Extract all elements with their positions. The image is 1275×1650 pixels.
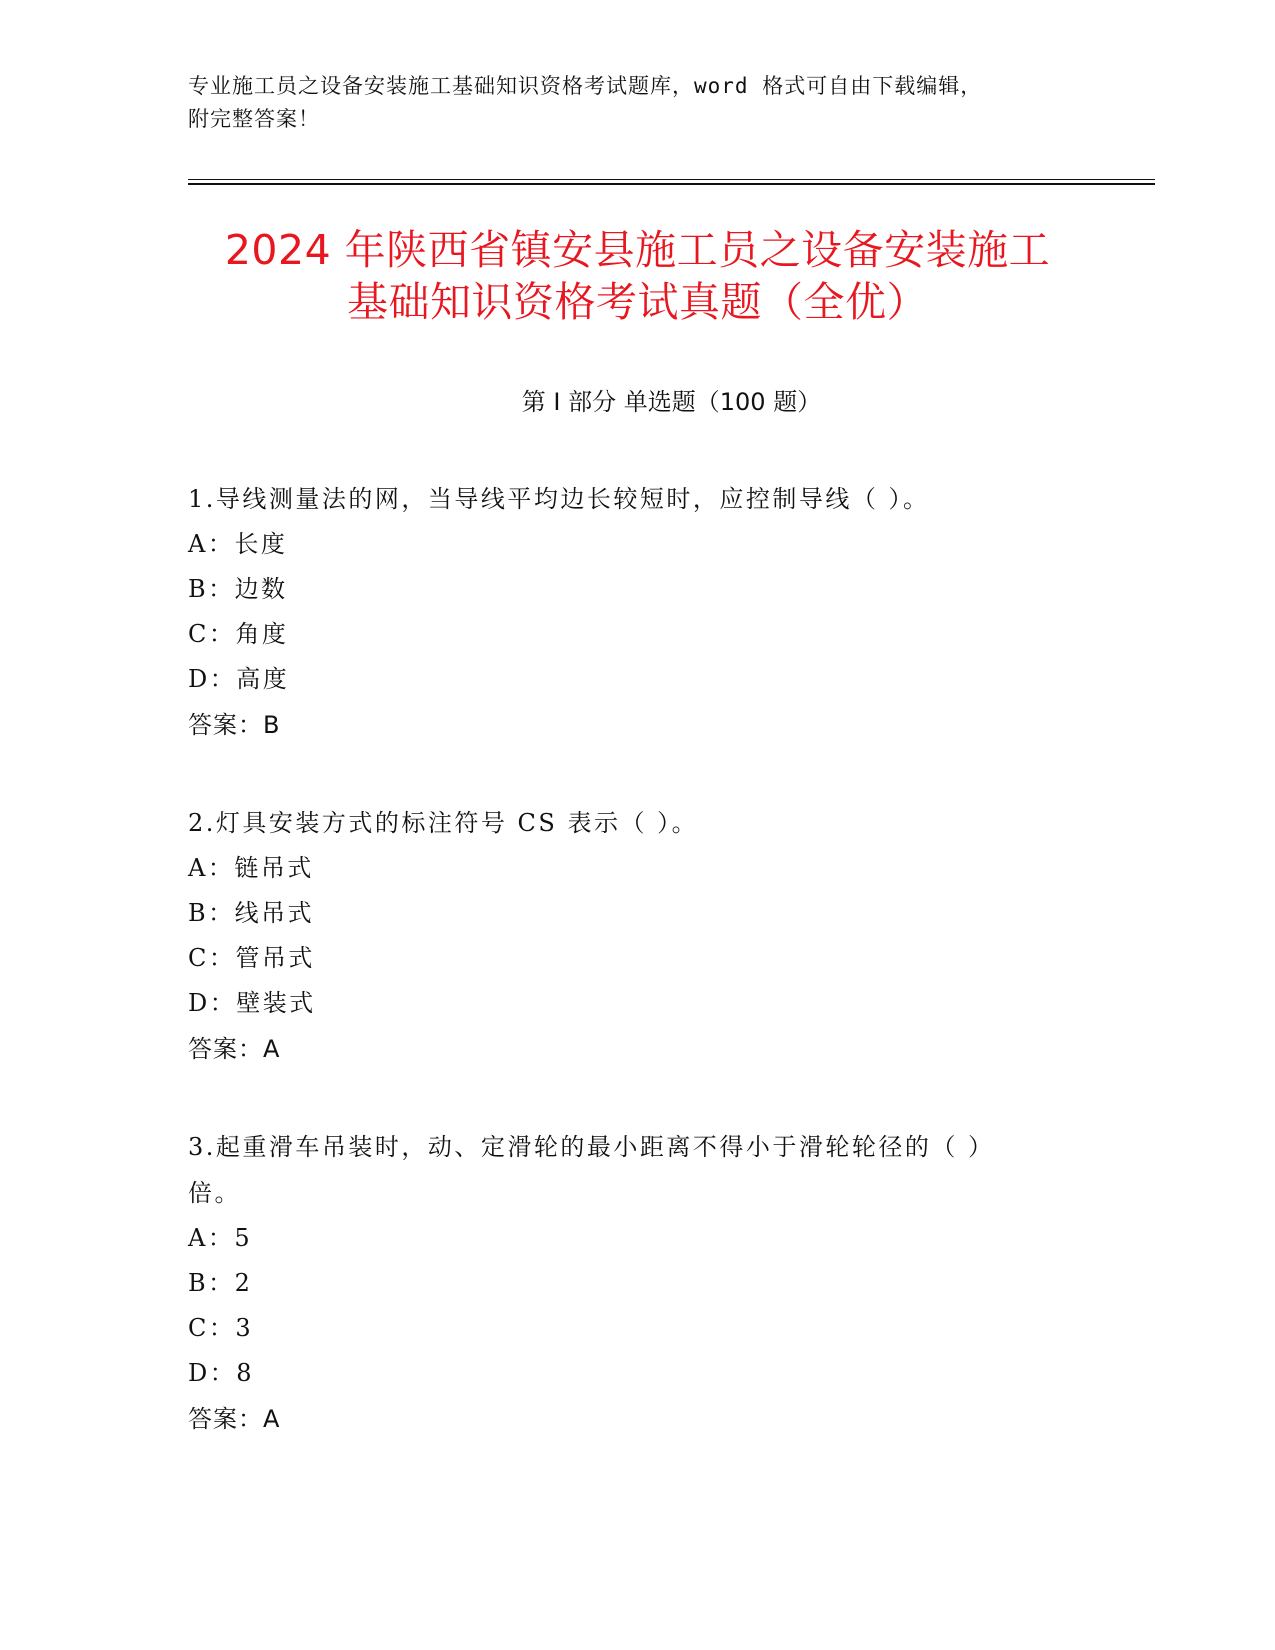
question-stem-line-2: 倍。 xyxy=(188,1179,241,1207)
header-note-line-2: 附完整答案！ xyxy=(188,107,320,131)
answer-key: 答案：A xyxy=(188,1035,281,1063)
option-b: B：线吊式 xyxy=(188,899,315,927)
answer-key: 答案：B xyxy=(188,711,281,739)
question-3 xyxy=(188,1124,1088,1442)
header-note-line-1: 专业施工员之设备安装施工基础知识资格考试题库，word 格式可自由下载编辑， xyxy=(188,74,983,98)
option-d: D：8 xyxy=(188,1359,255,1387)
answer-key: 答案：A xyxy=(188,1405,281,1433)
header-divider-thin xyxy=(188,179,1155,180)
option-b: B：边数 xyxy=(188,575,288,603)
question-2 xyxy=(188,800,1088,1072)
header-note xyxy=(188,70,1088,136)
option-c: C：3 xyxy=(188,1314,254,1342)
question-1 xyxy=(188,476,1088,748)
document-title-line-1: 2024 年陕西省镇安县施工员之设备安装施工 xyxy=(224,226,1051,274)
section-heading: 第 I 部分 单选题（100 题） xyxy=(521,388,822,416)
question-list xyxy=(188,476,1088,1494)
option-c: C：管吊式 xyxy=(188,944,315,972)
header-divider-thick xyxy=(188,183,1155,185)
question-stem: 1.导线测量法的网，当导线平均边长较短时，应控制导线（ ）。 xyxy=(188,485,930,513)
option-b: B：2 xyxy=(188,1269,253,1297)
option-d: D：高度 xyxy=(188,665,290,693)
document-title xyxy=(120,224,1155,328)
question-stem-line-1: 3.起重滑车吊装时，动、定滑轮的最小距离不得小于滑轮轮径的（ ） xyxy=(188,1133,995,1161)
option-d: D：壁装式 xyxy=(188,989,316,1017)
question-stem: 2.灯具安装方式的标注符号 CS 表示（ ）。 xyxy=(188,809,699,837)
option-a: A：5 xyxy=(188,1224,253,1252)
option-c: C：角度 xyxy=(188,620,289,648)
document-title-line-2: 基础知识资格考试真题（全优） xyxy=(347,278,928,326)
option-a: A：链吊式 xyxy=(188,854,314,882)
option-a: A：长度 xyxy=(188,530,288,558)
